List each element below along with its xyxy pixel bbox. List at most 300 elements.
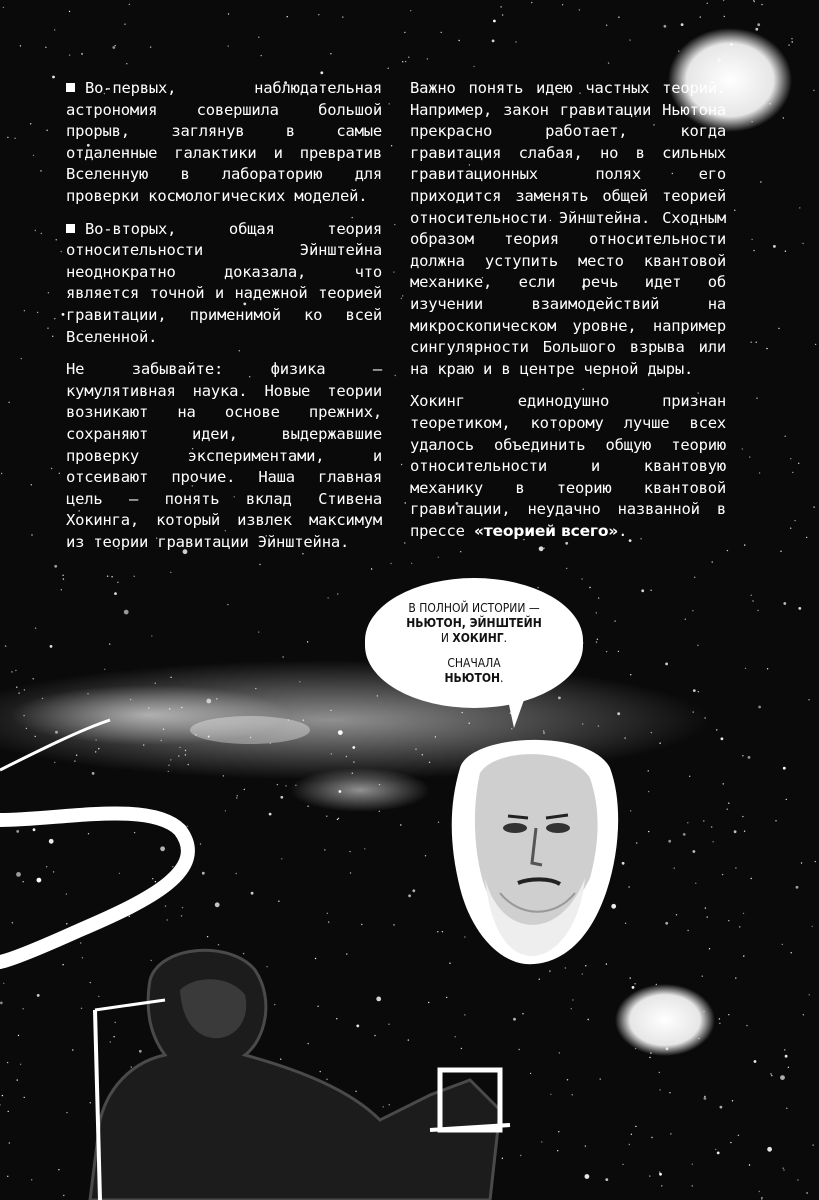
star: [129, 4, 130, 5]
star: [462, 712, 463, 713]
star: [558, 697, 561, 700]
bubble-line-5: НЬЮТОН.: [444, 670, 504, 685]
star: [806, 1192, 807, 1193]
star: [352, 773, 353, 774]
bubble-line-4: СНАЧАЛА: [447, 655, 501, 670]
star: [648, 770, 649, 771]
star: [438, 557, 439, 558]
star: [753, 0, 754, 1]
star: [711, 826, 712, 827]
star: [757, 610, 758, 611]
star: [753, 250, 754, 251]
star: [295, 785, 296, 786]
bubble-line-2: НЬЮТОН, ЭЙНШТЕЙН: [406, 615, 542, 630]
star: [813, 90, 814, 91]
star: [5, 645, 6, 646]
star: [783, 1168, 784, 1169]
star: [318, 14, 319, 15]
speech-bubble-tail: [508, 700, 524, 728]
star: [63, 578, 64, 579]
star: [24, 689, 25, 690]
star: [408, 57, 409, 58]
star: [596, 612, 597, 613]
star: [20, 45, 21, 46]
star: [761, 1197, 762, 1198]
star: [743, 913, 744, 914]
star: [749, 456, 750, 457]
star: [52, 76, 55, 79]
star: [759, 472, 760, 473]
star: [606, 25, 607, 26]
star: [473, 66, 474, 67]
star: [567, 1079, 568, 1080]
star: [659, 743, 660, 744]
star: [8, 402, 9, 403]
bright-nebula-bottom: [615, 984, 715, 1056]
star: [751, 595, 752, 596]
star: [112, 46, 115, 49]
left-text-column: [66, 78, 382, 564]
star: [339, 790, 342, 793]
star: [636, 842, 637, 843]
star: [746, 1025, 747, 1026]
star: [760, 181, 761, 182]
star: [617, 712, 620, 715]
star: [700, 16, 701, 17]
star: [307, 806, 308, 807]
star: [689, 776, 690, 777]
star: [651, 732, 652, 733]
star: [598, 725, 599, 726]
star: [815, 344, 816, 345]
star: [780, 551, 781, 552]
star: [792, 472, 793, 473]
star: [124, 610, 129, 615]
star: [693, 711, 694, 712]
star: [18, 692, 19, 693]
star: [792, 41, 793, 42]
star: [492, 40, 495, 43]
star: [408, 894, 411, 897]
star: [770, 103, 771, 104]
star: [687, 822, 688, 823]
star: [719, 1018, 720, 1019]
star: [269, 813, 272, 816]
star: [666, 1047, 669, 1050]
star: [735, 977, 736, 978]
star: [748, 756, 751, 759]
star: [716, 729, 717, 730]
star: [687, 930, 688, 931]
star: [111, 576, 112, 577]
star: [353, 761, 354, 762]
star: [742, 755, 743, 756]
star: [572, 1094, 573, 1095]
star: [608, 62, 609, 63]
star: [401, 298, 402, 299]
star: [692, 610, 693, 611]
star: [727, 809, 728, 810]
star: [61, 251, 62, 252]
star: [775, 820, 776, 821]
star: [618, 17, 619, 18]
square-bullet-icon: [66, 224, 75, 233]
paragraph-cumulative-science: Не забывайте: физика — кумулятивная наука. Новые теории возникают на основе прежних, сохраняют идеи, выдержавшие проверку экспериментами, и отсеивают прочие. Наша главная цель — понять вклад Стивена Хокинга, который извлек максимум из теории гравитации Эйнштейна.: [66, 360, 382, 551]
star: [1, 473, 2, 474]
star: [24, 310, 25, 311]
star: [155, 683, 156, 684]
star: [745, 668, 746, 669]
star: [742, 816, 743, 817]
star: [796, 886, 799, 889]
star: [756, 398, 757, 399]
star: [282, 656, 283, 657]
star: [801, 862, 802, 863]
star: [330, 53, 331, 54]
star: [681, 23, 684, 26]
star: [683, 833, 686, 836]
star: [107, 576, 108, 577]
star: [364, 848, 365, 849]
star: [625, 923, 626, 924]
star: [429, 762, 430, 763]
star: [389, 103, 390, 104]
star: [33, 155, 34, 156]
star: [744, 831, 745, 832]
star: [54, 565, 57, 568]
star: [739, 926, 740, 927]
star: [15, 670, 16, 671]
star: [692, 1164, 693, 1165]
star: [622, 862, 625, 865]
star: [394, 224, 395, 225]
star: [719, 1023, 720, 1024]
star: [87, 693, 88, 694]
star: [648, 791, 649, 792]
star: [803, 1014, 804, 1015]
star: [342, 16, 343, 17]
star: [738, 1135, 739, 1136]
speech-bubble: [365, 578, 583, 708]
star: [255, 688, 256, 689]
star: [326, 816, 327, 817]
star: [751, 342, 752, 343]
star: [618, 651, 619, 652]
star: [261, 55, 262, 56]
star: [337, 819, 338, 820]
star: [402, 61, 403, 62]
star: [458, 40, 459, 41]
star: [614, 620, 615, 621]
star: [270, 743, 271, 744]
star: [704, 717, 705, 718]
star: [606, 651, 607, 652]
star: [281, 858, 282, 859]
star: [628, 886, 629, 887]
star: [411, 563, 412, 564]
star: [761, 1198, 762, 1199]
bubble-line-3: И ХОКИНГ.: [440, 630, 508, 645]
star: [668, 840, 671, 843]
star: [785, 1055, 788, 1058]
star: [723, 783, 724, 784]
star: [727, 550, 728, 551]
star: [629, 39, 630, 40]
star: [228, 45, 229, 46]
star: [320, 71, 323, 74]
star: [790, 528, 791, 529]
star: [695, 883, 696, 884]
star: [693, 850, 696, 853]
star: [651, 1137, 652, 1138]
star: [798, 463, 799, 464]
star: [170, 572, 171, 573]
star: [579, 9, 580, 10]
star: [650, 590, 651, 591]
star: [425, 855, 426, 856]
star: [761, 4, 762, 5]
star: [16, 687, 17, 688]
star: [635, 1126, 636, 1127]
star: [698, 691, 699, 692]
star: [371, 568, 372, 569]
star: [502, 14, 503, 15]
star: [808, 699, 809, 700]
star: [676, 914, 677, 915]
star: [350, 872, 351, 873]
star: [751, 121, 752, 122]
star: [124, 24, 125, 25]
star: [730, 43, 733, 46]
star: [785, 251, 786, 252]
star: [30, 123, 31, 124]
bubble-line-1: В ПОЛНОЙ ИСТОРИИ —: [408, 600, 540, 615]
star: [797, 1179, 798, 1180]
star: [31, 484, 32, 485]
star: [813, 506, 814, 507]
star: [629, 1144, 630, 1145]
star: [327, 913, 328, 914]
star: [664, 25, 667, 28]
star: [600, 1078, 601, 1079]
star: [704, 1097, 707, 1100]
star: [62, 313, 65, 316]
bullet-general-relativity: Во-вторых, общая теория относительности Эйнштейна неоднократно доказала, что является точной и надежной теорией гравитации, применимой ко всей Вселенной.: [66, 219, 382, 346]
star: [69, 54, 70, 55]
star: [723, 0, 724, 1]
star: [126, 63, 127, 64]
star: [562, 4, 563, 5]
star: [726, 53, 727, 54]
star: [632, 986, 635, 989]
star: [720, 1106, 723, 1109]
right-text-column: [410, 78, 726, 553]
star: [515, 41, 516, 42]
star: [41, 233, 42, 234]
star: [741, 63, 742, 64]
star: [566, 568, 567, 569]
star: [37, 312, 38, 313]
star: [780, 1075, 785, 1080]
star: [45, 47, 46, 48]
star: [14, 138, 15, 139]
star: [150, 46, 151, 47]
star: [52, 336, 53, 337]
star: [728, 803, 729, 804]
star: [709, 948, 710, 949]
star: [537, 587, 538, 588]
star: [42, 698, 43, 699]
star: [277, 784, 278, 785]
star: [379, 784, 380, 785]
star: [589, 587, 590, 588]
star: [742, 448, 743, 449]
star: [734, 830, 737, 833]
star: [285, 785, 286, 786]
star: [802, 243, 803, 244]
star: [50, 645, 53, 648]
star: [791, 952, 792, 953]
star: [56, 239, 57, 240]
star: [659, 1171, 660, 1172]
star: [659, 1173, 662, 1176]
star: [258, 631, 259, 632]
star: [771, 1075, 772, 1076]
star: [307, 641, 308, 642]
star: [767, 1147, 772, 1152]
star: [783, 602, 786, 605]
star: [788, 44, 789, 45]
star: [778, 328, 779, 329]
star: [299, 681, 300, 682]
star: [767, 668, 768, 669]
star: [324, 849, 325, 850]
star: [758, 706, 761, 709]
star: [597, 639, 598, 640]
star: [228, 13, 229, 14]
star: [798, 607, 801, 610]
star: [288, 719, 289, 720]
star: [702, 976, 703, 977]
star: [757, 23, 760, 26]
star: [735, 867, 736, 868]
star: [338, 730, 343, 735]
star: [752, 600, 753, 601]
paragraph-partial-theories: Важно понять идею частных теорий. Например, закон гравитации Ньютона прекрасно работает, когда гравитация слабая, но в сильных гравитационных полях его приходится заменять общей теорией относительности Эйнштейна. Сходным образом теория относительности должна уступить место квантовой механике, если речь идет об изучении взаимодействий на микроскопическом уровне, например сингулярности Большого взрыва или на краю и в центре черной дыры.: [410, 79, 726, 378]
star: [794, 520, 795, 521]
star: [327, 597, 328, 598]
stephen-hawking-in-wheelchair: [0, 920, 560, 1200]
star: [622, 1164, 623, 1165]
star: [352, 746, 355, 749]
star: [598, 597, 599, 598]
star: [415, 749, 416, 750]
star: [287, 16, 288, 17]
star: [724, 16, 725, 17]
star: [791, 38, 792, 39]
star: [677, 1040, 678, 1041]
star: [665, 663, 668, 666]
star: [405, 61, 406, 62]
star: [631, 1134, 632, 1135]
star: [630, 674, 631, 675]
star: [630, 810, 631, 811]
star: [400, 824, 401, 825]
star: [785, 436, 786, 437]
star: [812, 926, 813, 927]
star: [581, 578, 582, 579]
star: [40, 170, 41, 171]
star: [441, 32, 442, 33]
star: [815, 861, 816, 862]
star: [81, 53, 82, 54]
star: [331, 753, 332, 754]
star: [134, 576, 135, 577]
star: [59, 473, 60, 474]
star: [743, 955, 744, 956]
star: [728, 1014, 729, 1015]
star: [707, 916, 708, 917]
star: [669, 1092, 670, 1093]
star: [11, 671, 12, 672]
star: [670, 1133, 671, 1134]
star: [585, 1145, 586, 1146]
star: [48, 292, 49, 293]
star: [790, 458, 791, 459]
star: [54, 29, 55, 30]
star: [649, 1057, 650, 1058]
star: [303, 720, 304, 721]
star: [61, 589, 62, 590]
star: [35, 628, 36, 629]
star: [585, 1174, 590, 1179]
star: [809, 994, 810, 995]
star: [806, 537, 807, 538]
star: [659, 1072, 660, 1073]
star: [685, 619, 686, 620]
star: [62, 575, 63, 576]
star: [751, 878, 752, 879]
star: [630, 977, 631, 978]
star: [346, 756, 347, 757]
star: [717, 1152, 720, 1155]
star: [114, 592, 117, 595]
star: [756, 342, 757, 343]
star: [703, 1011, 704, 1012]
star: [438, 822, 439, 823]
star: [3, 7, 4, 8]
star: [788, 1067, 789, 1068]
star: [410, 10, 411, 11]
star: [782, 944, 783, 945]
star: [786, 1108, 787, 1109]
star: [493, 20, 496, 23]
star: [393, 271, 394, 272]
star: [698, 1038, 699, 1039]
star: [46, 130, 47, 131]
star: [749, 1164, 750, 1165]
star: [31, 534, 32, 535]
star: [582, 973, 583, 974]
star: [500, 6, 501, 7]
star: [391, 145, 392, 146]
star: [571, 1008, 572, 1009]
star: [786, 799, 787, 800]
star: [401, 464, 402, 465]
star: [582, 723, 583, 724]
star: [278, 901, 279, 902]
star: [656, 984, 657, 985]
